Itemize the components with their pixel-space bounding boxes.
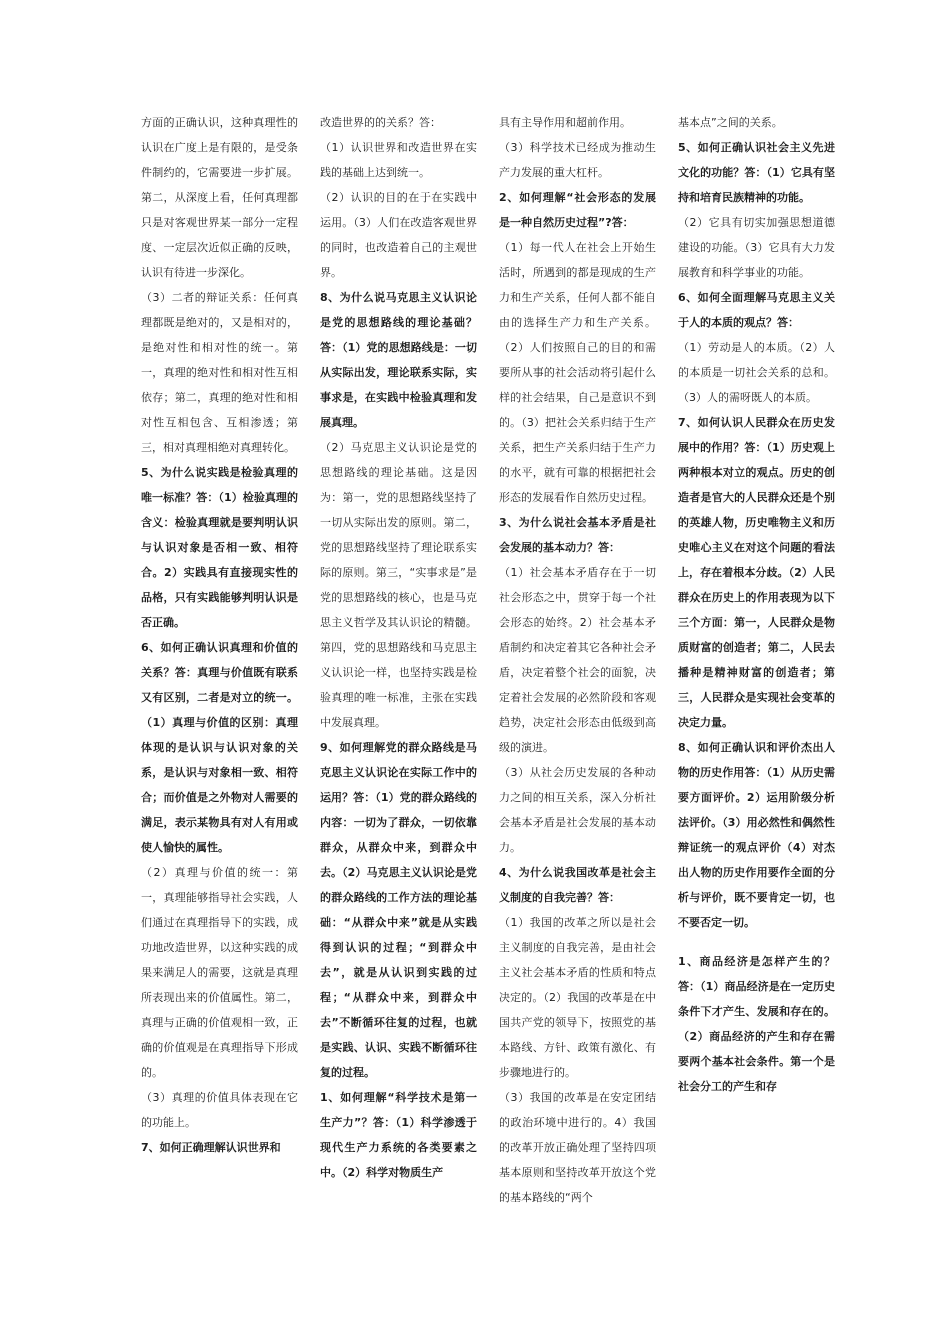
text-column-3 (499, 110, 656, 1270)
paragraph: （1）认识世界和改造世界在实践的基础上达到统一。 (320, 141, 477, 179)
question-paragraph: 6、如何全面理解马克思主义关于人的本质的观点？答： (678, 291, 835, 329)
question-paragraph: 5、为什么说实践是检验真理的唯一标准？答：（1）检验真理的含义：检验真理就是要判明认识与认识对象是否相一致、相符合。2）实践具有直接现实性的品格，只有实践能够判明认识是否正确。 (141, 466, 298, 629)
text-column-2 (320, 110, 477, 1270)
paragraph: （3）真理的价值具体表现在它的功能上。 (141, 1091, 298, 1129)
paragraph: （3）从社会历史发展的各种动力之间的相互关系，深入分析社会基本矛盾是社会发展的基本动力。 (499, 766, 656, 854)
paragraph: （2）它具有切实加强思想道德建设的功能。（3）它具有大力发展教育和科学事业的功能。 (678, 216, 835, 279)
paragraph: （3）我国的改革是在安定团结的政治环境中进行的。4）我国的改革开放正确处理了坚持四项基本原则和坚持改革开放这个党的基本路线的“两个 (499, 1091, 656, 1204)
document-page (141, 110, 835, 1270)
paragraph: （2）真理与价值的统一：第一，真理能够指导社会实践，人们通过在真理指导下的实践，成功地改造世界，以这种实践的成果来满足人的需要，这就是真理所表现出来的价值属性。第二，真理与正确的价值观相一致，正确的价值观是在真理指导下形成的。 (141, 866, 298, 1079)
question-paragraph: 7、如何正确理解认识世界和 (141, 1141, 281, 1154)
question-paragraph: 1、如何理解“科学技术是第一生产力”？答：（1）科学渗透于现代生产力系统的各类要素之中。（2）科学对物质生产 (320, 1091, 477, 1179)
paragraph: （1）我国的改革之所以是社会主义制度的自我完善，是由社会主义社会基本矛盾的性质和特点决定的。（2）我国的改革是在中国共产党的领导下，按照党的基本路线、方针、政策有激化、有步骤地进行的。 (499, 916, 656, 1079)
question-paragraph: 4、为什么说我国改革是社会主义制度的自我完善？答： (499, 866, 656, 904)
paragraph: （2）马克思主义认识论是党的思想路线的理论基础。这是因为：第一，党的思想路线坚持了一切从实际出发的原则。第二，党的思想路线坚持了理论联系实际的原则。第三，“实事求是”是党的思想路线的核心，也是马克思主义哲学及其认识论的精髓。第四，党的思想路线和马克思主义认识论一样，也坚持实践是检验真理的唯一标准，主张在实践中发展真理。 (320, 441, 477, 729)
text-column-4 (678, 110, 835, 1270)
paragraph: 方面的正确认识，这种真理性的认识在广度上是有限的，是受条件制约的，它需要进一步扩展。第二，从深度上看，任何真理都只是对客观世界某一部分一定程度、一定层次近似正确的反映，认识有待进一步深化。 (141, 116, 298, 279)
paragraph: （2）认识的目的在于在实践中运用。（3）人们在改造客观世界的同时，也改造着自己的主观世界。 (320, 191, 477, 279)
paragraph: 改造世界的的关系？答： (320, 116, 441, 129)
question-paragraph: 5、如何正确认识社会主义先进文化的功能？答：（1）它具有坚持和培育民族精神的功能。 (678, 141, 835, 204)
question-paragraph: 3、为什么说社会基本矛盾是社会发展的基本动力？答： (499, 516, 656, 554)
paragraph: （1）劳动是人的本质。（2）人的本质是一切社会关系的总和。（3）人的需呀既人的本质。 (678, 341, 835, 404)
paragraph: （1）社会基本矛盾存在于一切社会形态之中，贯穿于每一个社会形态的始终。2）社会基本矛盾制约和决定着其它各种社会矛盾，决定着整个社会的面貌，决定着社会发展的必然阶段和客观趋势，决定社会形态由低级到高级的演进。 (499, 566, 656, 754)
question-paragraph: 7、如何认识人民群众在历史发展中的作用？答：（1）历史观上两种根本对立的观点。历史的创造者是官大的人民群众还是个别的英雄人物，历史唯物主义和历史唯心主义在对这个问题的看法上，存在着根本分歧。（2）人民群众在历史上的作用表现为以下三个方面：第一，人民群众是物质财富的创造者；第二，人民去播种是精神财富的创造者；第三，人民群众是实现社会变革的决定力量。 (678, 416, 835, 729)
paragraph: （1）每一代人在社会上开始生活时，所遇到的都是现成的生产力和生产关系，任何人都不能自由的选择生产力和生产关系。（2）人们按照自己的目的和需要所从事的社会活动将引起什么样的社会结果，自己是意识不到的。（3）把社会关系归结于生产关系，把生产关系归结于生产力的水平，就有可靠的根据把社会形态的发展看作自然历史过程。 (499, 241, 656, 504)
question-paragraph: 1、商品经济是怎样产生的？答：（1）商品经济是在一定历史条件下才产生、发展和存在的。（2）商品经济的产生和存在需要两个基本社会条件。第一个是社会分工的产生和存 (678, 955, 835, 1093)
paragraph: （3）二者的辩证关系：任何真理都既是绝对的，又是相对的，是绝对性和相对性的统一。第一，真理的绝对性和相对性互相依存；第二，真理的绝对性和相对性互相包含、互相渗透；第三，相对真理相绝对真理转化。 (141, 291, 298, 454)
text-column-1 (141, 110, 298, 1270)
question-paragraph: 8、为什么说马克思主义认识论是党的思想路线的理论基础？答：（1）党的思想路线是：一切从实际出发，理论联系实际，实事求是，在实践中检验真理和发展真理。 (320, 291, 477, 429)
question-paragraph: 9、如何理解党的群众路线是马克思主义认识论在实际工作中的运用？答：（1）党的群众路线的内容：一切为了群众，一切依靠群众，从群众中来，到群众中去。（2）马克思主义认识论是党的群众路线的工作方法的理论基础：“从群众中来”就是从实践得到认识的过程；“到群众中去”，就是从认识到实践的过程；“从群众中来，到群众中去”不断循环往复的过程，也就是实践、认识、实践不断循环往复的过程。 (320, 741, 477, 1079)
question-paragraph: 2、如何理解“社会形态的发展是一种自然历史过程”?答： (499, 191, 656, 229)
question-paragraph: 6、如何正确认识真理和价值的关系？答：真理与价值既有联系又有区别，二者是对立的统一。（1）真理与价值的区别：真理体现的是认识与认识对象的关系，是认识与对象相一致、相符合；而价值是之外物对人需要的满足，表示某物具有对人有用或使人愉快的属性。 (141, 641, 298, 854)
paragraph: 具有主导作用和超前作用。 (499, 116, 631, 129)
paragraph: （3）科学技术已经成为推动生产力发展的重大杠杆。 (499, 141, 656, 179)
question-paragraph: 8、如何正确认识和评价杰出人物的历史作用答：（1）从历史需要方面评价。2）运用阶级分析法评价。（3）用必然性和偶然性辩证统一的观点评价（4）对杰出人物的历史作用要作全面的分析与评价，既不要肯定一切，也不要否定一切。 (678, 741, 835, 929)
paragraph: 基本点”之间的关系。 (678, 116, 783, 129)
